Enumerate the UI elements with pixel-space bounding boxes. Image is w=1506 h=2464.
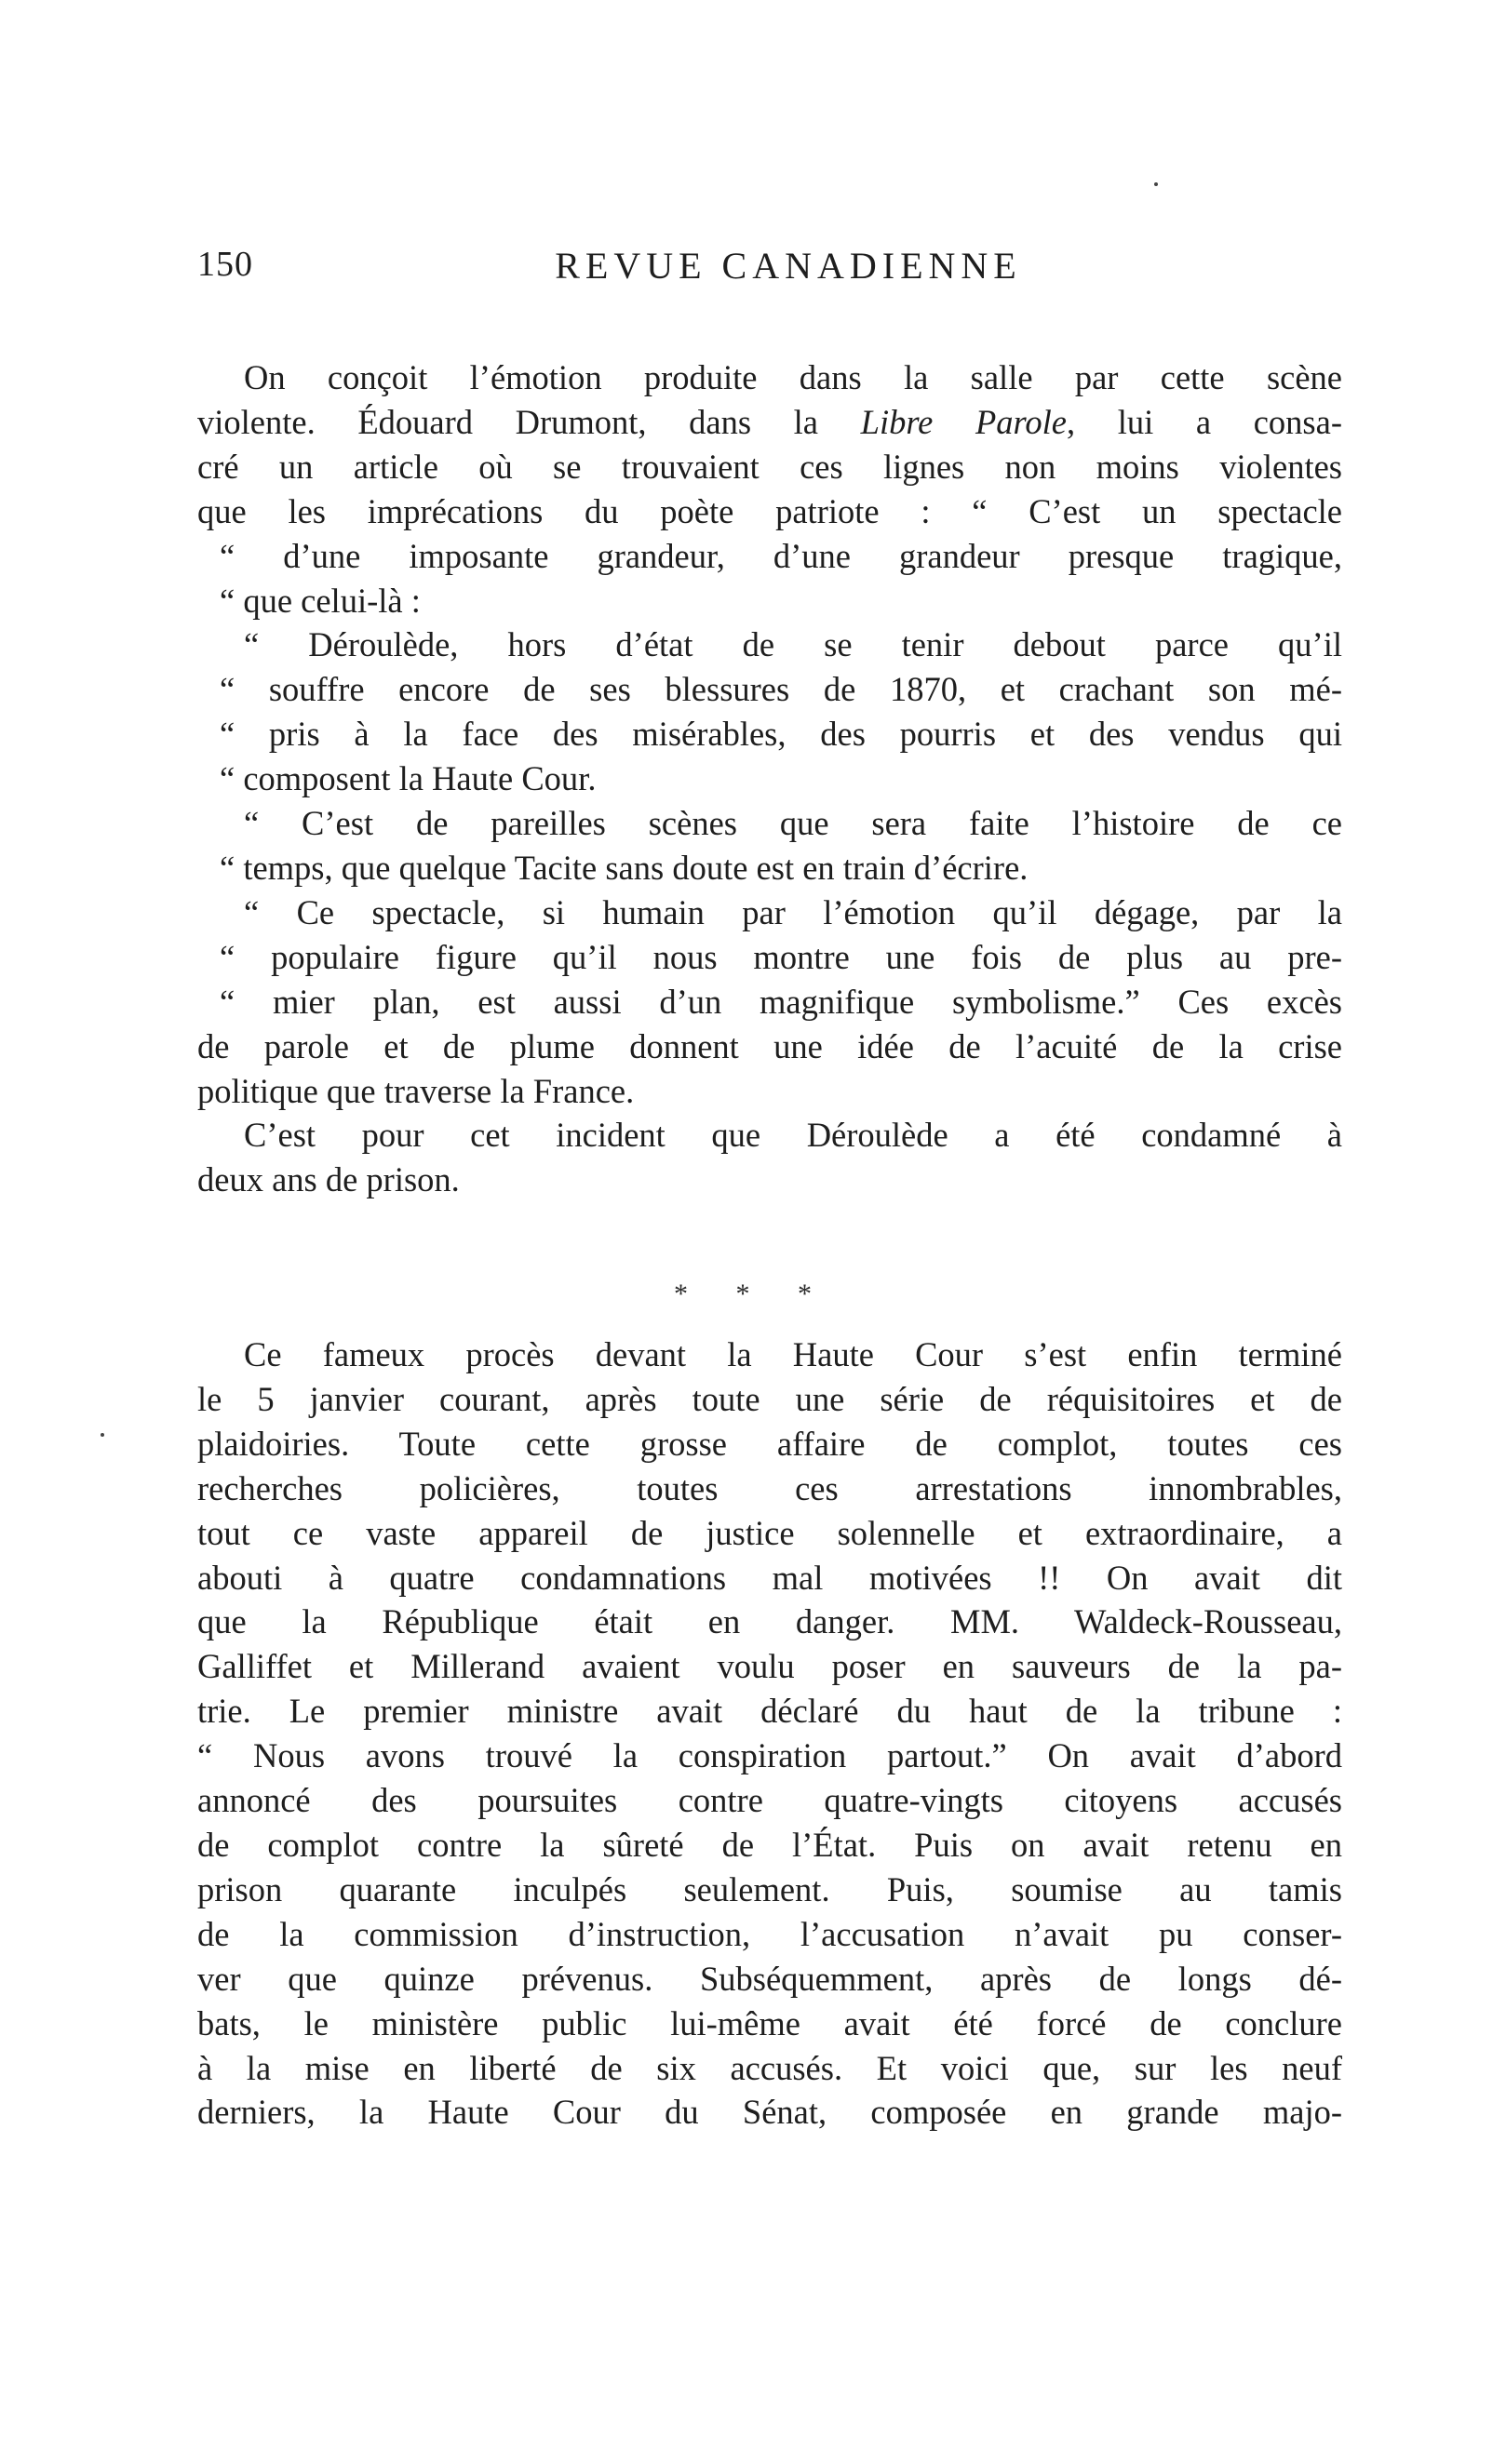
text-line: On conçoit l’émotion produite dans la salle par cette scène bbox=[244, 358, 1342, 396]
text-line: trie. Le premier ministre avait déclaré du haut de la tribune : bbox=[197, 1692, 1342, 1731]
text-line: “ populaire figure qu’il nous montre une fois de plus au pre- bbox=[220, 937, 1342, 976]
text-line: “ Ce spectacle, si humain par l’émotion qu’il dégage, par la bbox=[244, 892, 1342, 931]
text-block-haute-cour bbox=[197, 1332, 1342, 2135]
text-line: “ mier plan, est aussi d’un magnifique symbolisme.” Ces excès bbox=[220, 982, 1342, 1021]
text-line: le 5 janvier courant, après toute une série de réquisitoires et de bbox=[197, 1379, 1342, 1418]
text-line: abouti à quatre condamnations mal motivées !! On avait dit bbox=[197, 1558, 1342, 1597]
print-speck bbox=[1154, 182, 1158, 186]
text-line: “ d’une imposante grandeur, d’une grandeur presque tragique, bbox=[220, 536, 1342, 575]
text-line: “ composent la Haute Cour. bbox=[220, 759, 597, 798]
text-line: bats, le ministère public lui-même avait été forcé de conclure bbox=[197, 2003, 1342, 2042]
text-line: plaidoiries. Toute cette grosse affaire de complot, toutes ces bbox=[197, 1424, 1342, 1463]
text-line: “ C’est de pareilles scènes que sera faite l’histoire de ce bbox=[244, 804, 1342, 843]
text-line: recherches policières, toutes ces arrestations innombrables, bbox=[197, 1468, 1342, 1507]
text-line: derniers, la Haute Cour du Sénat, composée en grande majo- bbox=[197, 2093, 1342, 2132]
text-line: de complot contre la sûreté de l’État. Puis on avait retenu en bbox=[197, 1825, 1342, 1864]
running-head: REVUE CANADIENNE bbox=[555, 245, 1022, 287]
text-line: “ temps, que quelque Tacite sans doute est en train d’écrire. bbox=[220, 848, 1029, 887]
text-line: prison quarante inculpés seulement. Puis, soumise au tamis bbox=[197, 1869, 1342, 1908]
text-line: Ce fameux procès devant la Haute Cour s’est enfin terminé bbox=[244, 1335, 1342, 1373]
italic-title: Libre Parole bbox=[860, 402, 1067, 441]
text-line: violente. Édouard Drumont, dans la Libre Parole, lui a consa- bbox=[197, 402, 1342, 441]
section-separator: * * * bbox=[674, 1279, 832, 1309]
text-line: deux ans de prison. bbox=[197, 1160, 460, 1199]
text-block-deroulede bbox=[197, 355, 1342, 1202]
text-line: de la commission d’instruction, l’accusation n’avait pu conser- bbox=[197, 1914, 1342, 1953]
text-line: à la mise en liberté de six accusés. Et voici que, sur les neuf bbox=[197, 2048, 1342, 2087]
page-number: 150 bbox=[197, 245, 253, 284]
text-line: que les imprécations du poète patriote : “ C’est un spectacle bbox=[197, 491, 1342, 530]
text-line: cré un article où se trouvaient ces lignes non moins violentes bbox=[197, 447, 1342, 486]
text-line: C’est pour cet incident que Déroulède a été condamné à bbox=[244, 1116, 1342, 1155]
text-line: “ Nous avons trouvé la conspiration partout.” On avait d’abord bbox=[197, 1736, 1342, 1775]
print-speck bbox=[101, 1433, 104, 1437]
text-line: que la République était en danger. MM. Waldeck-Rousseau, bbox=[197, 1602, 1342, 1641]
text-line: Galliffet et Millerand avaient voulu poser en sauveurs de la pa- bbox=[197, 1647, 1342, 1686]
text-line: “ souffre encore de ses blessures de 1870, et crachant son mé- bbox=[220, 670, 1342, 709]
text-line: “ pris à la face des misérables, des pourris et des vendus qui bbox=[220, 715, 1342, 754]
text-line: “ Déroulède, hors d’état de se tenir debout parce qu’il bbox=[244, 625, 1342, 664]
text-line: de parole et de plume donnent une idée de l’acuité de la crise bbox=[197, 1026, 1342, 1065]
page-header bbox=[197, 244, 1342, 300]
text-line: politique que traverse la France. bbox=[197, 1071, 635, 1110]
text-line: “ que celui-là : bbox=[220, 581, 421, 620]
text-line: ver que quinze prévenus. Subséquemment, après de longs dé- bbox=[197, 1959, 1342, 1998]
text-line: annoncé des poursuites contre quatre-vingts citoyens accusés bbox=[197, 1781, 1342, 1820]
text-line: tout ce vaste appareil de justice solennelle et extraordinaire, a bbox=[197, 1513, 1342, 1552]
